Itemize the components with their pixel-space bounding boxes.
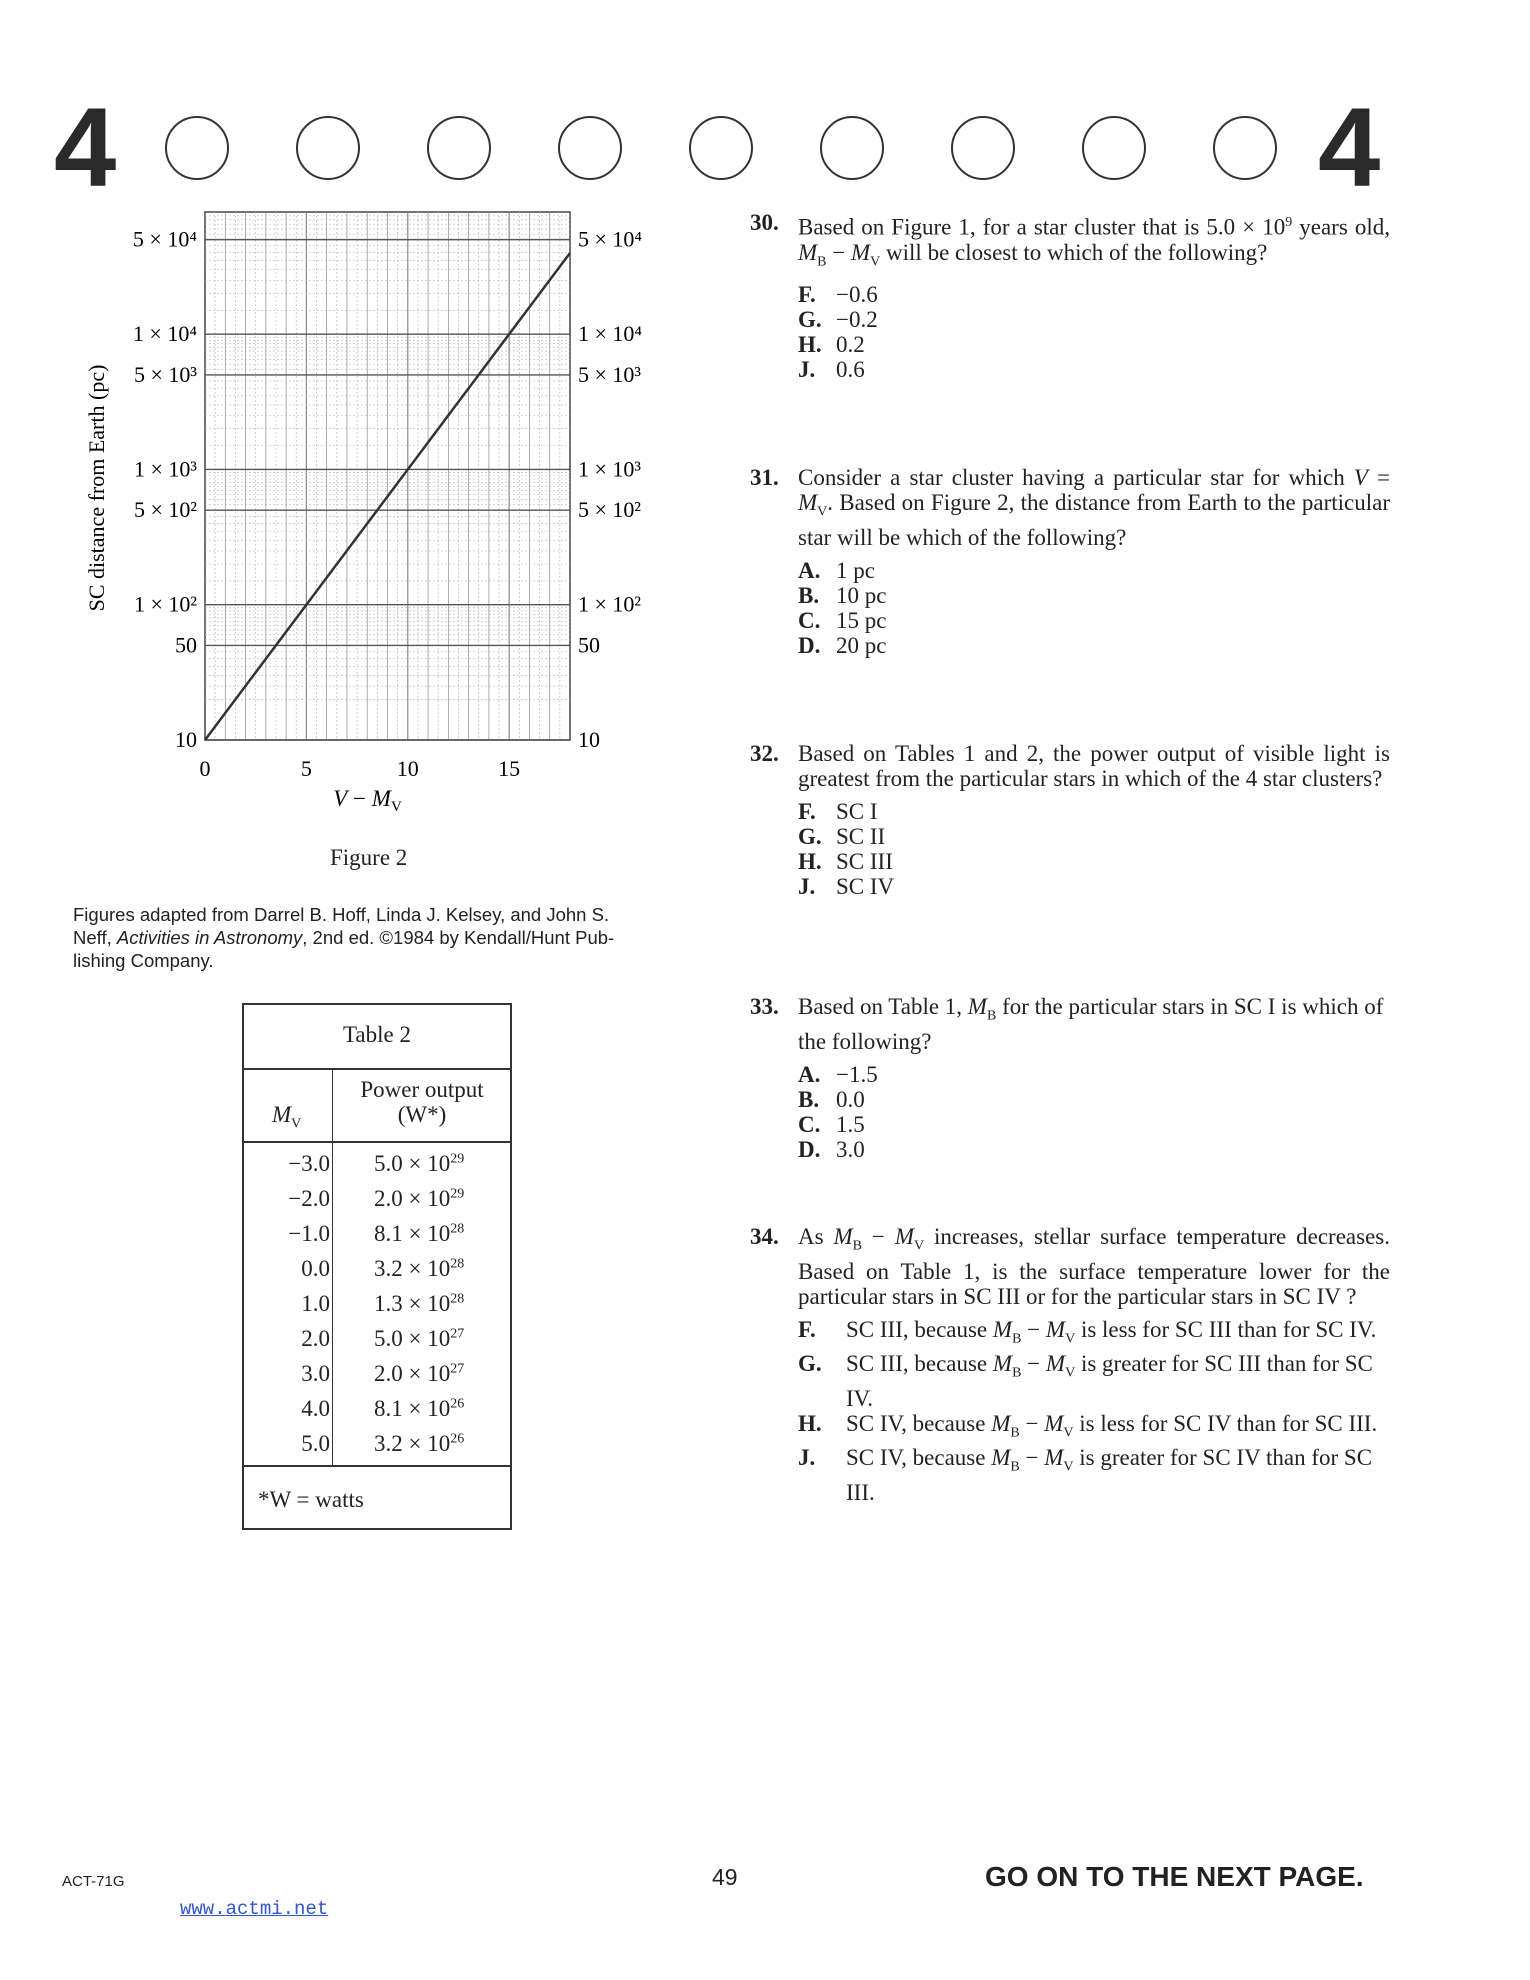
option-letter: D. <box>798 1136 821 1162</box>
option-text: SC IV, because $M_B - M_V$ is less for SC IV than for SC III. <box>846 1410 1378 1441</box>
answer-option[interactable] <box>798 849 1390 874</box>
table-row <box>244 1431 510 1466</box>
option-text: 15 pc <box>836 607 887 633</box>
option-text: −0.6 <box>836 282 878 308</box>
option-text: SC I <box>836 799 878 824</box>
option-letter: H. <box>798 849 822 874</box>
option-letter: J. <box>798 1445 816 1471</box>
table-cell-power: $8.1 \times 10^{28}$ <box>374 1221 465 1246</box>
chart-x-axis-label: $V - M_V$ <box>333 786 402 815</box>
footer-url-link[interactable]: www.actmi.net <box>180 1898 329 1920</box>
section-number-right: 4 <box>1318 85 1381 210</box>
answer-option[interactable] <box>798 332 1390 357</box>
option-letter: J. <box>798 357 816 383</box>
chart-y-tick-label: 5 × 10³ <box>133 361 197 387</box>
header-circle <box>1082 116 1146 180</box>
option-letter: H. <box>798 332 822 358</box>
table-row <box>244 1326 510 1361</box>
credit-line: Neff, Activities in Astronomy, 2nd ed. ©1984 by Kendall/Hunt Pub- <box>73 927 615 948</box>
header-circle <box>820 116 884 180</box>
option-text: 10 pc <box>836 582 887 608</box>
option-text: 0.0 <box>836 1086 865 1112</box>
table-cell-power: $3.2 \times 10^{26}$ <box>374 1431 465 1456</box>
question-number: 30. <box>750 210 779 235</box>
table-row <box>244 1361 510 1396</box>
option-letter: F. <box>798 1316 816 1342</box>
answer-option[interactable] <box>798 357 1390 382</box>
table-cell-power: $5.0 \times 10^{29}$ <box>374 1151 465 1176</box>
figure2-chart <box>0 0 700 830</box>
table-row <box>244 1186 510 1221</box>
answer-option[interactable] <box>798 608 1390 633</box>
footer-code: ACT-71G <box>62 1873 125 1890</box>
credit-line: Figures adapted from Darrel B. Hoff, Linda J. Kelsey, and John S. <box>73 904 610 925</box>
answer-option[interactable] <box>798 824 1390 849</box>
option-text: SC II <box>836 824 886 849</box>
table-cell-power: $2.0 \times 10^{27}$ <box>374 1361 465 1386</box>
question-number: 31. <box>750 465 779 490</box>
answer-option[interactable] <box>798 1351 1390 1411</box>
table-cell-power: $3.2 \times 10^{28}$ <box>374 1256 465 1281</box>
answer-option[interactable] <box>798 874 1390 899</box>
question-stem: Based on Tables 1 and 2, the power output of visible light is greatest from the particular stars in which of the 4 star clusters? <box>798 741 1390 791</box>
answer-option[interactable] <box>798 1411 1390 1446</box>
table-cell-power: $1.3 \times 10^{28}$ <box>374 1291 465 1316</box>
option-letter: F. <box>798 799 816 824</box>
chart-y-tick-label: 1 × 10⁴ <box>132 321 197 347</box>
option-text: SC IV, because $M_B - M_V$ is greater for SC IV than for SC III. <box>846 1445 1373 1505</box>
chart-y-tick-label: 5 × 10⁴ <box>132 226 197 252</box>
option-text: 0.2 <box>836 332 865 358</box>
table-cell-mv: 1.0 <box>301 1291 330 1316</box>
credit-line: lishing Company. <box>73 950 214 971</box>
answer-option[interactable] <box>798 633 1390 658</box>
option-text: SC III, because $M_B - M_V$ is less for SC III than for SC IV. <box>846 1316 1377 1347</box>
question-stem: Consider a star cluster having a particular star for which $V = M_V$. Based on Figure 2, the distance from Earth to the particular star will be which of the following? <box>798 465 1390 550</box>
chart-y-tick-label: 10 <box>175 727 197 752</box>
question-30 <box>750 210 1390 382</box>
table-footnote: *W = watts <box>258 1487 364 1512</box>
table-col-header-power: Power output (W*) <box>360 1077 484 1127</box>
chart-y-tick-label: 5 × 10² <box>578 497 642 523</box>
chart-y-tick-label: 1 × 10⁴ <box>578 321 643 347</box>
chart-y-tick-label: 1 × 10² <box>578 591 642 617</box>
chart-y-axis-label: SC distance from Earth (pc) <box>84 364 109 612</box>
option-letter: A. <box>798 1061 821 1087</box>
table-cell-mv: −2.0 <box>288 1186 330 1211</box>
answer-option[interactable] <box>798 282 1390 307</box>
table-cell-mv: 0.0 <box>301 1256 330 1281</box>
option-text: SC III <box>836 849 893 874</box>
table-row <box>244 1396 510 1431</box>
table-row <box>244 1291 510 1326</box>
option-text: SC III, because $M_B - M_V$ is greater for SC III than for SC IV. <box>846 1351 1373 1411</box>
chart-y-tick-label: 10 <box>578 727 600 752</box>
table-cell-mv: 2.0 <box>301 1326 330 1351</box>
chart-y-tick-label: 1 × 10² <box>133 591 197 617</box>
question-number: 34. <box>750 1224 779 1249</box>
table-row <box>244 1221 510 1256</box>
chart-y-tick-label: 5 × 10² <box>133 497 197 523</box>
table-col-header-mv: $M_V$ <box>272 1102 302 1132</box>
table-cell-mv: 5.0 <box>301 1431 330 1456</box>
chart-y-tick-label: 1 × 10³ <box>578 456 642 482</box>
chart-x-tick-label: 5 <box>300 756 312 781</box>
option-letter: H. <box>798 1410 822 1436</box>
option-letter: D. <box>798 632 821 658</box>
chart-x-tick-label: 15 <box>498 756 521 781</box>
answer-option[interactable] <box>798 307 1390 332</box>
table-cell-mv: 3.0 <box>301 1361 330 1386</box>
option-letter: C. <box>798 1111 821 1137</box>
go-on-next-page: GO ON TO THE NEXT PAGE. <box>985 1861 1364 1892</box>
table-row <box>244 1256 510 1291</box>
chart-y-tick-label: 50 <box>578 632 600 658</box>
question-stem: As $M_B - M_V$ increases, stellar surface temperature decreases. Based on Table 1, is the surface temperature lower for the particular stars in SC III or for the particular stars in SC IV ? <box>798 1224 1390 1309</box>
chart-x-tick-label: 0 <box>199 756 211 781</box>
figure-credit <box>73 903 713 972</box>
option-letter: A. <box>798 557 821 583</box>
question-stem: Based on Table 1, $M_B$ for the particular stars in SC I is which of the following? <box>798 994 1384 1054</box>
option-text: 0.6 <box>836 357 865 383</box>
option-letter: G. <box>798 1351 822 1377</box>
table-cell-mv: −3.0 <box>288 1151 330 1176</box>
question-34 <box>750 1224 1390 1505</box>
answer-option[interactable] <box>798 799 1390 824</box>
option-letter: G. <box>798 824 822 849</box>
chart-y-tick-label: 5 × 10³ <box>578 361 642 387</box>
option-text: −1.5 <box>836 1061 878 1087</box>
option-letter: G. <box>798 307 822 333</box>
answer-option[interactable] <box>798 558 1390 583</box>
header-circle <box>1213 116 1277 180</box>
option-letter: C. <box>798 607 821 633</box>
table-cell-power: $8.1 \times 10^{26}$ <box>374 1396 465 1421</box>
chart-y-tick-label: 50 <box>175 632 197 658</box>
answer-option[interactable] <box>798 1087 1390 1112</box>
option-letter: B. <box>798 582 820 608</box>
table-cell-mv: 4.0 <box>301 1396 330 1421</box>
question-32 <box>750 741 1390 899</box>
option-text: 1.5 <box>836 1111 865 1137</box>
figure-caption: Figure 2 <box>330 845 408 870</box>
table-cell-power: $2.0 \times 10^{29}$ <box>374 1186 465 1211</box>
option-text: SC IV <box>836 874 895 899</box>
table-row <box>244 1151 510 1186</box>
question-number: 33. <box>750 994 779 1019</box>
option-text: 20 pc <box>836 632 887 658</box>
section-number-left: 4 <box>54 85 117 210</box>
chart-x-tick-label: 10 <box>396 756 419 781</box>
table-title: Table 2 <box>342 1022 411 1047</box>
option-letter: B. <box>798 1086 820 1112</box>
chart-y-tick-label: 1 × 10³ <box>133 456 197 482</box>
answer-option[interactable] <box>798 583 1390 608</box>
answer-option[interactable] <box>798 1112 1390 1137</box>
page-number: 49 <box>712 1864 738 1890</box>
answer-option[interactable] <box>798 1445 1390 1505</box>
question-33 <box>750 994 1390 1162</box>
option-letter: F. <box>798 282 816 308</box>
chart-y-tick-label: 5 × 10⁴ <box>578 226 643 252</box>
answer-option[interactable] <box>798 1137 1390 1162</box>
answer-option[interactable] <box>798 1317 1390 1352</box>
option-letter: J. <box>798 874 816 899</box>
table-cell-power: $5.0 \times 10^{27}$ <box>374 1326 465 1351</box>
table-2 <box>242 1003 512 1530</box>
question-31 <box>750 465 1390 658</box>
option-text: 3.0 <box>836 1136 865 1162</box>
question-number: 32. <box>750 741 779 766</box>
option-text: 1 pc <box>836 557 875 583</box>
answer-option[interactable] <box>798 1062 1390 1087</box>
table-cell-mv: −1.0 <box>288 1221 330 1246</box>
header-circle <box>951 116 1015 180</box>
question-stem: Based on Figure 1, for a star cluster that is $5.0 \times 10^9$ years old, $M_B - M_V$ will be closest to which of the following? <box>798 214 1390 270</box>
option-text: −0.2 <box>836 307 878 333</box>
